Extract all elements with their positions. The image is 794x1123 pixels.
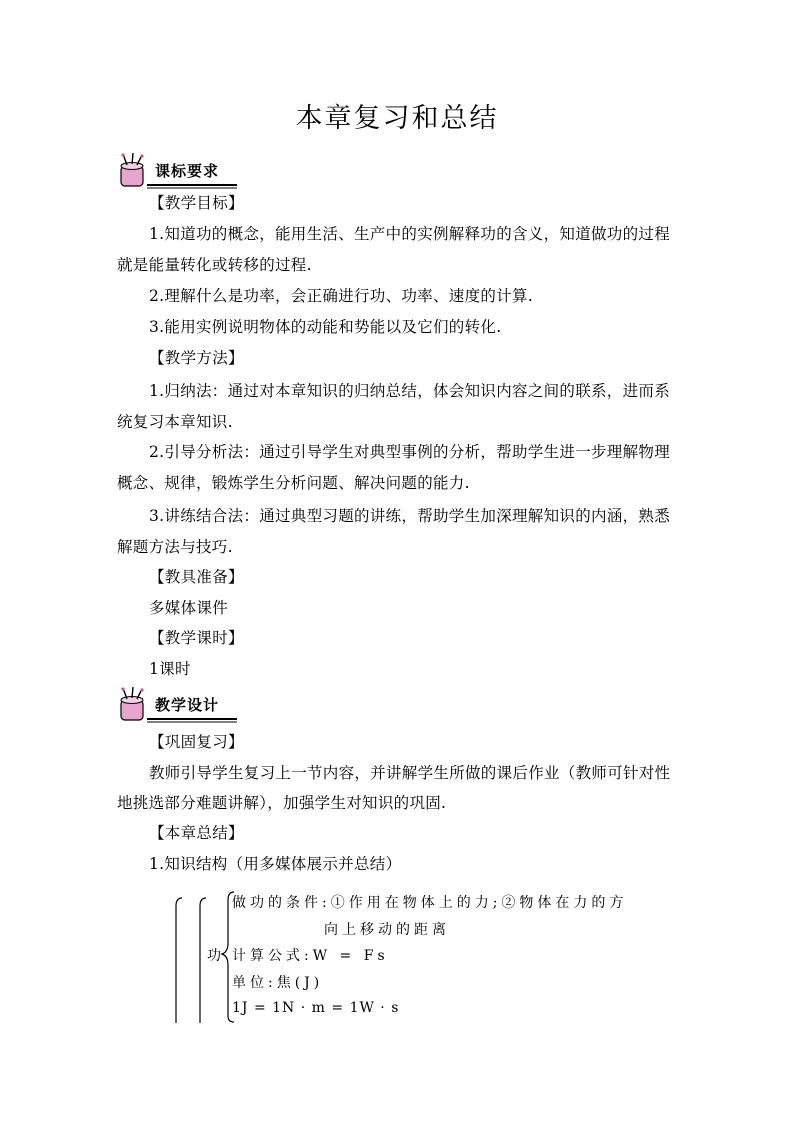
work-unit-conversion: 1J = 1N · m = 1W · s xyxy=(232,1000,400,1016)
hours-text: 1课时 xyxy=(149,660,191,678)
method-1-line-1: 1.归纳法：通过对本章知识的归纳总结，体会知识内容之间的联系，进而系 xyxy=(149,382,670,400)
goals-heading: 【教学目标】 xyxy=(149,194,244,212)
knowledge-root-work: 功 xyxy=(207,948,225,964)
goal-1-line-2: 就是能量转化或转移的过程. xyxy=(117,256,312,274)
hours-heading: 【教学课时】 xyxy=(149,629,244,647)
knowledge-structure-diagram xyxy=(170,888,690,1028)
method-2-line-1: 2.引导分析法：通过引导学生对典型事例的分析，帮助学生进一步理解物理 xyxy=(149,443,670,461)
section-banner-label: 课标要求 xyxy=(155,162,220,180)
tools-text: 多媒体课件 xyxy=(149,599,229,617)
section-banner-teaching-design xyxy=(117,686,239,724)
review-line-2: 地挑选部分难题讲解），加强学生对知识的巩固. xyxy=(117,794,447,812)
methods-heading: 【教学方法】 xyxy=(149,349,244,367)
method-3-line-1: 3.讲练结合法：通过典型习题的讲练，帮助学生加深理解知识的内涵，熟悉 xyxy=(149,507,670,525)
method-2-line-2: 概念、规律，锻炼学生分析问题、解决问题的能力. xyxy=(117,474,470,492)
work-conditions-line-1: 做功的条件:①作用在物体上的力;②物体在力的方 xyxy=(232,895,628,911)
goal-2: 2.理解什么是功率，会正确进行功、功率、速度的计算. xyxy=(149,287,534,305)
method-3-line-2: 解题方法与技巧. xyxy=(117,538,233,556)
work-conditions-line-2: 向上移动的距离 xyxy=(324,922,450,938)
structure-title: 1.知识结构（用多媒体展示并总结） xyxy=(149,855,402,873)
page-title: 本章复习和总结 xyxy=(295,103,499,134)
summary-heading: 【本章总结】 xyxy=(149,824,244,842)
review-heading: 【巩固复习】 xyxy=(149,733,244,751)
work-unit: 单位:焦(J) xyxy=(232,975,324,991)
review-line-1: 教师引导学生复习上一节内容，并讲解学生所做的课后作业（教师可针对性 xyxy=(149,764,671,782)
brace-lines xyxy=(170,888,240,1028)
goal-3: 3.能用实例说明物体的动能和势能以及它们的转化. xyxy=(149,318,502,336)
tools-heading: 【教具准备】 xyxy=(149,568,244,586)
section-banner-label: 教学设计 xyxy=(155,696,220,714)
method-1-line-2: 统复习本章知识. xyxy=(117,413,233,431)
goal-1-line-1: 1.知道功的概念，能用生活、生产中的实例解释功的含义，知道做功的过程 xyxy=(149,225,670,243)
work-formula: 计算公式:W = Fs xyxy=(232,948,389,964)
section-banner-curriculum xyxy=(117,152,239,190)
